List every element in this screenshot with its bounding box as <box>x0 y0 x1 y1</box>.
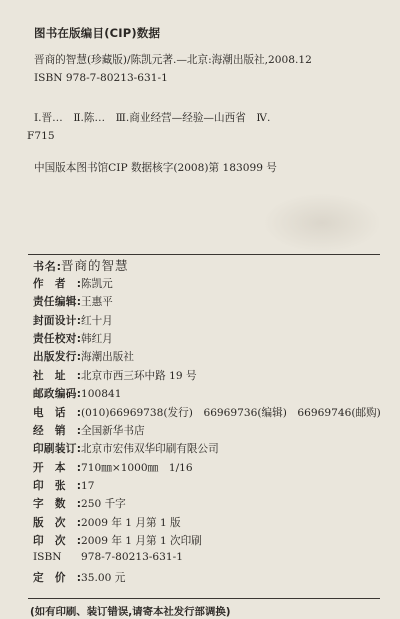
colophon-row <box>33 441 219 458</box>
cip-citation: 晋商的智慧(珍藏版)/陈凯元著.—北京:海潮出版社,2008.12 <box>34 54 312 66</box>
colophon-value: 100841 <box>81 388 122 401</box>
colophon-label: 字数: <box>33 498 81 511</box>
bottom-divider <box>28 598 380 599</box>
cip-record-number: 中国版本图书馆CIP 数据核字(2008)第 183099 号 <box>34 162 277 174</box>
colophon-label: 责任校对: <box>33 333 81 346</box>
colophon-row <box>33 349 134 366</box>
colophon-row <box>33 386 121 403</box>
colophon-value: 红十月 <box>81 314 113 327</box>
colophon-row <box>33 533 202 550</box>
faded-stamp <box>262 193 382 253</box>
cip-title: 图书在版编目(CIP)数据 <box>34 26 161 40</box>
colophon-value: 海潮出版社 <box>81 351 134 364</box>
book-title-value: 晋商的智慧 <box>61 258 129 273</box>
cip-isbn: ISBN 978-7-80213-631-1 <box>34 72 168 84</box>
colophon-label: ISBN <box>33 551 62 564</box>
colophon-label: 经销: <box>33 424 81 437</box>
cip-classification: F715 <box>27 130 55 142</box>
colophon-label: 印次: <box>33 534 81 547</box>
top-divider <box>28 254 380 255</box>
colophon-row <box>33 331 113 348</box>
colophon-row <box>33 515 181 532</box>
colophon-value: 北京市宏伟双华印刷有限公司 <box>81 443 219 456</box>
colophon-label: 印刷装订: <box>33 443 81 456</box>
colophon-label: 印张: <box>33 479 81 492</box>
colophon-label: 电话: <box>33 406 81 419</box>
colophon-label: 邮政编码: <box>33 388 81 401</box>
colophon-row <box>33 294 113 311</box>
colophon-value: 250 千字 <box>81 498 126 511</box>
colophon-row <box>33 313 113 330</box>
colophon-label: 开本: <box>33 461 81 474</box>
colophon-label: 封面设计: <box>33 314 81 327</box>
colophon-value: 35.00 元 <box>81 571 126 584</box>
colophon-label: 作者: <box>33 278 81 290</box>
colophon-value: 王惠平 <box>81 296 113 309</box>
book-title-row <box>33 256 129 274</box>
colophon-value: 17 <box>81 479 95 492</box>
colophon-value: 韩红月 <box>81 333 113 346</box>
colophon-value: 全国新华书店 <box>81 424 145 437</box>
book-title-label: 书名: <box>33 260 61 273</box>
colophon-label: 出版发行: <box>33 351 81 364</box>
colophon-value: 2009 年 1 月第 1 次印刷 <box>81 534 202 547</box>
colophon-row <box>33 460 193 477</box>
colophon-value: 北京市西三环中路 19 号 <box>81 369 197 382</box>
colophon-row <box>33 570 125 587</box>
colophon-value: 978-7-80213-631-1 <box>81 551 183 564</box>
colophon-label: 社址: <box>33 369 81 382</box>
colophon-row <box>33 496 126 513</box>
colophon-label: 定价: <box>33 571 81 584</box>
cip-subjects: Ⅰ.晋… Ⅱ.陈… Ⅲ.商业经营—经验—山西省 Ⅳ. <box>34 112 271 124</box>
colophon-value: 710㎜×1000㎜ 1/16 <box>81 461 193 474</box>
return-note: (如有印刷、装订错误,请寄本社发行部调换) <box>30 606 231 618</box>
colophon-row <box>33 478 94 495</box>
colophon-value: 陈凯元 <box>81 278 113 290</box>
colophon-value: (010)66969738(发行) 66969736(编辑) 66969746(邮购) <box>81 406 381 419</box>
colophon-value: 2009 年 1 月第 1 版 <box>81 516 181 529</box>
colophon-row <box>33 368 197 385</box>
colophon-row <box>33 405 381 422</box>
colophon-row <box>33 423 145 440</box>
colophon-row <box>33 551 183 568</box>
colophon-label: 责任编辑: <box>33 296 81 309</box>
colophon-label: 版次: <box>33 516 81 529</box>
colophon-row <box>33 276 113 293</box>
